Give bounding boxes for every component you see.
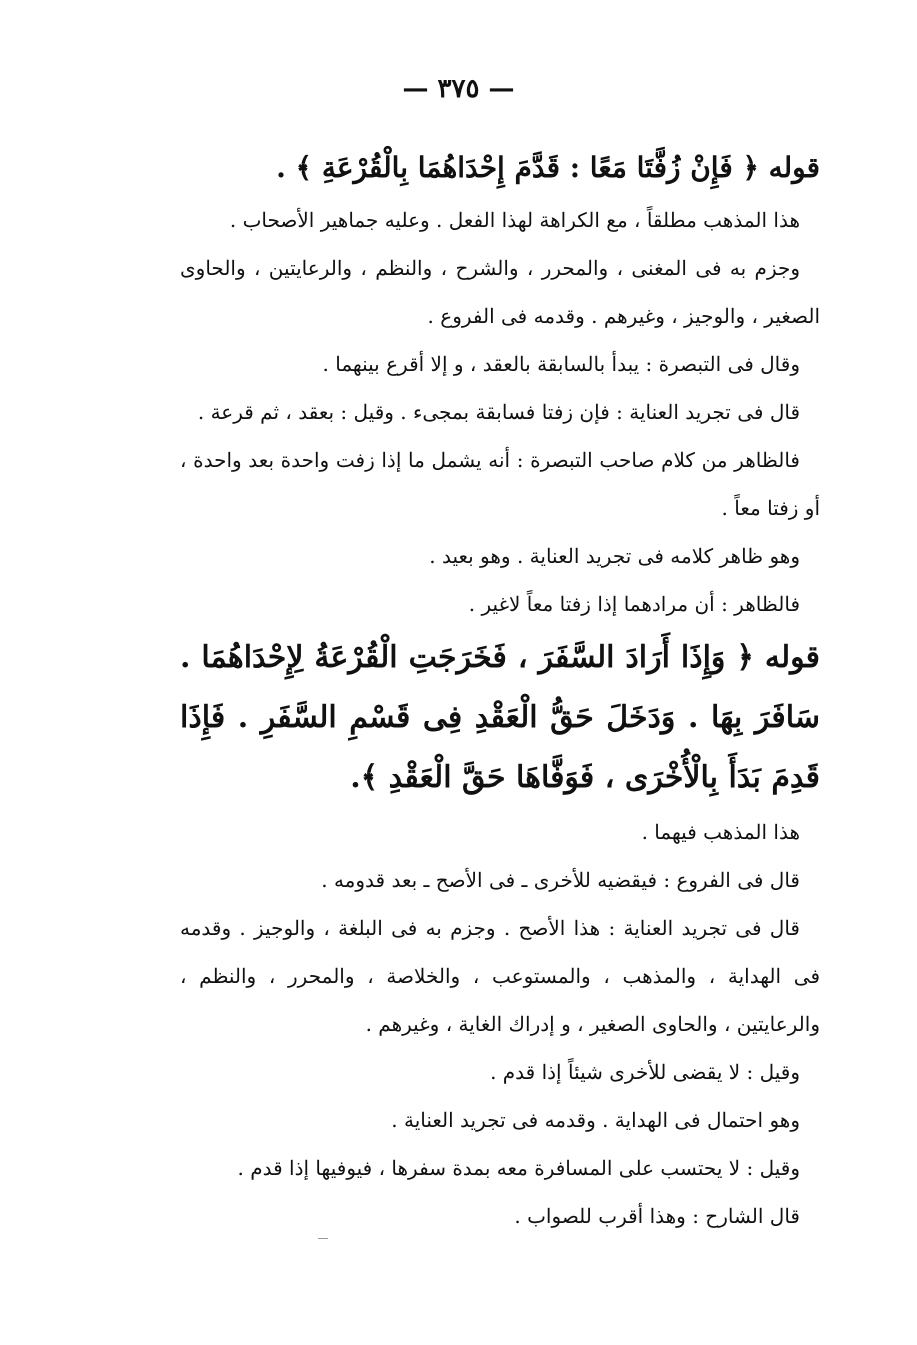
paragraph: قال فى تجريد العناية : هذا الأصح . وجزم به فى البلغة ، والوجيز . وقدمه فى الهداية ، والمذهب ، والمستوعب ، والخلاصة ، والمحرر ، والنظم ، والرعايتين ، والحاوى الصغير ، و إدراك الغاية ، وغيرهم . (180, 916, 820, 1036)
quoted-matn: قوله ﴿ فَإِنْ زُفَّتَا مَعًا : قَدَّمَ إِحْدَاهُمَا بِالْقُرْعَةِ ﴾ . (276, 151, 820, 184)
stray-ink-mark (318, 1238, 328, 1239)
paragraph: هذا المذهب فيهما . (641, 820, 800, 844)
page-number: — ٣٧٥ — (402, 74, 515, 104)
quoted-matn: قوله ﴿ وَإِذَا أَرَادَ السَّفَرَ ، فَخَرَجَتِ الْقُرْعَةُ لِإِحْدَاهُمَا . سَافَرَ بِهَا . وَدَخَلَ حَقُّ الْعَقْدِ فِى قَسْمِ السَّفَرِ . فَإِذَا قَدِمَ بَدَأَ بِالْأُخْرَى ، فَوَفَّاهَا حَقَّ الْعَقْدِ ﴾. (180, 640, 820, 795)
paragraph: وهو ظاهر كلامه فى تجريد العناية . وهو بعيد . (429, 544, 800, 568)
body-text (180, 140, 820, 1240)
paragraph: وقيل : لا يحتسب على المسافرة معه بمدة سفرها ، فيوفيها إذا قدم . (237, 1156, 800, 1180)
paragraph: وقيل : لا يقضى للأخرى شيئاً إذا قدم . (490, 1060, 800, 1084)
paragraph: فالظاهر من كلام صاحب التبصرة : أنه يشمل ما إذا زفت واحدة بعد واحدة ، أو زفتا معاً . (180, 448, 820, 520)
paragraph: قال فى تجريد العناية : فإن زفتا فسابقة بمجىء . وقيل : بعقد ، ثم قرعة . (197, 400, 800, 424)
paragraph: وقال فى التبصرة : يبدأ بالسابقة بالعقد ، و إلا أقرع بينهما . (322, 352, 800, 376)
paragraph: قال الشارح : وهذا أقرب للصواب . (514, 1204, 800, 1228)
paragraph: فالظاهر : أن مرادهما إذا زفتا معاً لاغير . (468, 592, 800, 616)
paragraph: وجزم به فى المغنى ، والمحرر ، والشرح ، والنظم ، والرعايتين ، والحاوى الصغير ، والوجيز ، وغيرهم . وقدمه فى الفروع . (180, 256, 820, 328)
paragraph: هذا المذهب مطلقاً ، مع الكراهة لهذا الفعل . وعليه جماهير الأصحاب . (229, 208, 800, 232)
paragraph: وهو احتمال فى الهداية . وقدمه فى تجريد العناية . (391, 1108, 800, 1132)
paragraph: قال فى الفروع : فيقضيه للأخرى ـ فى الأصح ـ بعد قدومه . (321, 868, 800, 892)
